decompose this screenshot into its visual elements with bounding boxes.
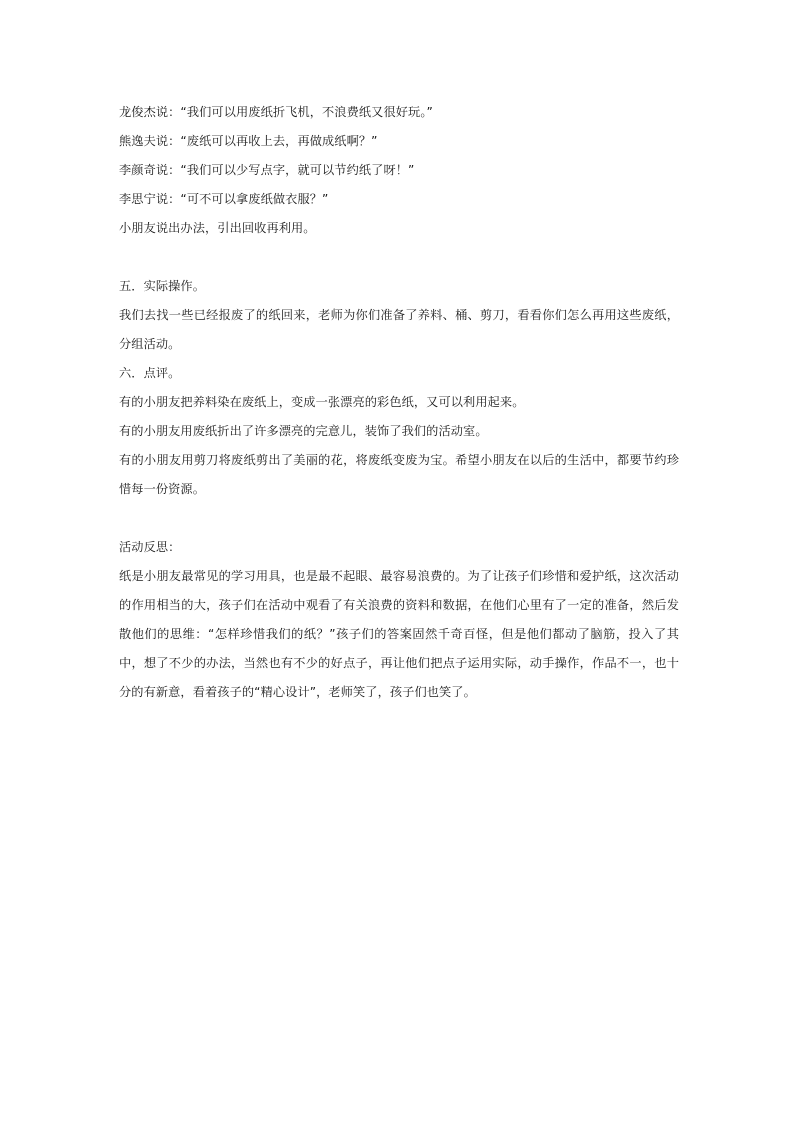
- document-content: [119, 98, 679, 707]
- dialogue-line-lisining: 李思宁说：“可不可以拿废纸做衣服？”: [119, 192, 329, 206]
- dialogue-line-xiongyifu: 熊逸夫说：“废纸可以再收上去，再做成纸啊？”: [119, 134, 378, 148]
- dialogue-line-liyanqi: 李颜奇说：“我们可以少写点字，就可以节约纸了呀！”: [119, 163, 415, 177]
- section-6-line-1: 有的小朋友把养料染在废纸上，变成一张漂亮的彩色纸，又可以利用起来。: [119, 395, 525, 409]
- spacer: [119, 504, 679, 533]
- section-6-heading: 六．点评。: [119, 366, 181, 380]
- section-5-heading: 五．实际操作。: [119, 279, 206, 293]
- reflection-heading: 活动反思：: [119, 540, 181, 554]
- dialogue-summary: 小朋友说出办法，引出回收再利用。: [119, 221, 316, 235]
- spacer: [119, 243, 679, 272]
- reflection-body: 纸是小朋友最常见的学习用具，也是最不起眼、最容易浪费的。为了让孩子们珍惜和爱护纸，这次活动的作用相当的大，孩子们在活动中观看了有关浪费的资料和数据，在他们心里有了一定的准备，然后发散他们的思维：“怎样珍惜我们的纸？”孩子们的答案固然千奇百怪，但是他们都动了脑筋，投入了其中，想了不少的办法，当然也有不少的好点子，再让他们把点子运用实际，动手操作，作品不一，也十分的有新意，看着孩子的“精心设计”，老师笑了，孩子们也笑了。: [119, 569, 679, 699]
- section-6-closing: 有的小朋友用剪刀将废纸剪出了美丽的花，将废纸变废为宝。希望小朋友在以后的生活中，都要节约珍惜每一份资源。: [119, 453, 679, 496]
- section-5-body: 我们去找一些已经报废了的纸回来，老师为你们准备了养料、桶、剪刀，看看你们怎么再用这些废纸，分组活动。: [119, 308, 679, 351]
- section-6-line-2: 有的小朋友用废纸折出了许多漂亮的完意儿，装饰了我们的活动室。: [119, 424, 488, 438]
- dialogue-line-longjunjie: 龙俊杰说：“我们可以用废纸折飞机，不浪费纸又很好玩。”: [119, 105, 433, 119]
